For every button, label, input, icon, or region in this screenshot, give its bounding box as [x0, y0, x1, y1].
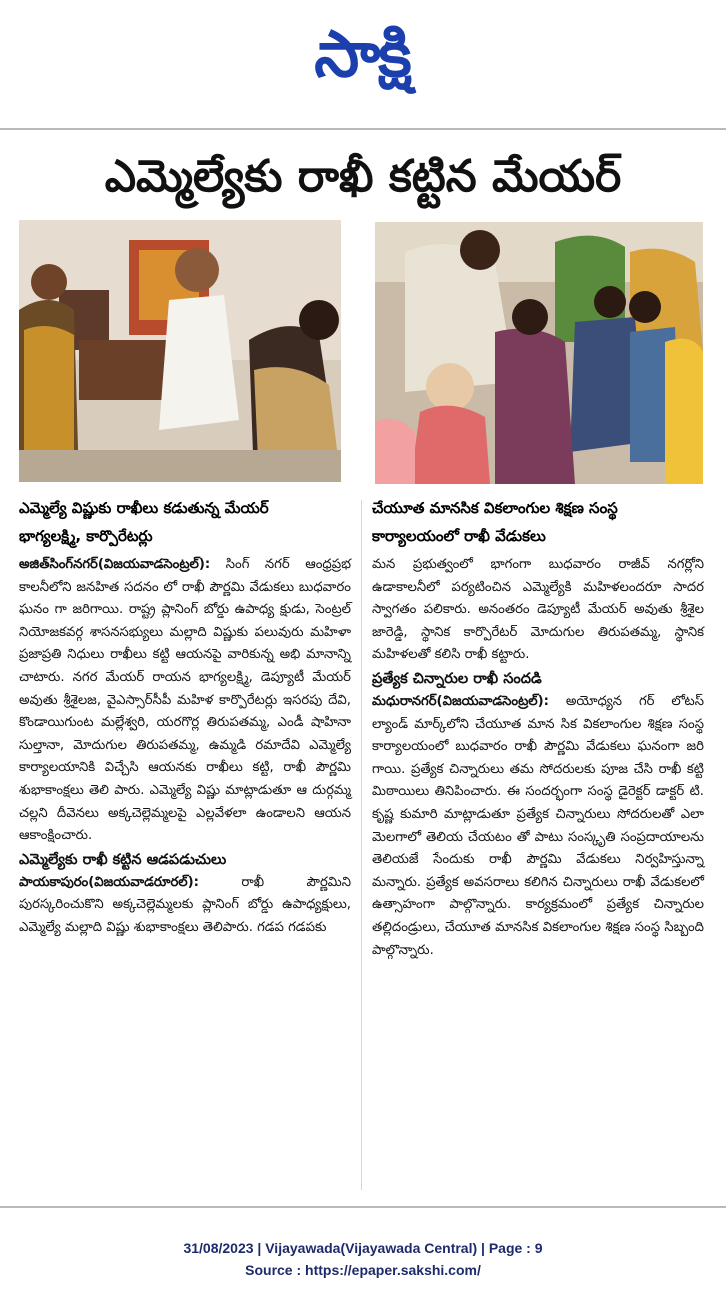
photo-mla-rakhi-image [19, 220, 341, 482]
story3-dateline: మధురానగర్‌(విజయవాడసెంట్రల్‌): [372, 693, 549, 709]
caption-line: భాగ్యలక్ష్మి, కార్పొరేటర్లు [19, 527, 153, 545]
masthead-rule [0, 128, 726, 130]
story1-body: సింగ్‌ నగర్‌ ఆంధ్రప్రభ కాలనీలోని జనహిత సదనం లో రాఖీ పౌర్ణమి వేడుకలు బుధవారం ఘనం గా జరిగాయి. రాష్ట్ర ప్లానింగ్‌ బోర్డు ఉపాధ్య క్షుడు, సెంట్రల్‌ నియోజకవర్గ శాసనసభ్యులు మల్లాది విష్ణుకు పలువురు మహిళా ప్రజాప్రతి నిధులు రాఖీలు కట్టి ఆయనపై వారికున్న అభి మానాన్ని చాటారు. నగర మేయర్‌ రాయన భాగ్యలక్ష్మి, డెప్యూటీ మేయర్‌ అవుతు శ్రీశైలజ, వైఎస్సార్‌సీపీ మహిళ కార్పొరేటర్లు ఇసరపు దేవి, కొండాయిగుంట మల్లేశ్వరి, యరగొర్ల తిరుపతమ్మ, ఎండీ షాహినా సుల్తానా, మోదుగుల తిరుపతమ్మ, ఉమ్మడి రమాదేవి ఎమ్మెల్యే కార్యాలయానికి విచ్చేసి ఆయనకు రాఖీలు కట్టి, రాఖీ పౌర్ణమి శుభాకాంక్షలు తెలి పారు. ఎమ్మెల్యే విష్ణు మాట్లాడుతూ ఆ దుర్గమ్మ చల్లని దీవెనలు అక్కచెల్లెమ్మలపై ఎల్లవేళలా ఉండాలని ఆయన ఆకాంక్షించారు. [19, 557, 351, 844]
story1-paragraph [19, 554, 351, 848]
footer-source: Source : https://epaper.sakshi.com/ [245, 1262, 481, 1278]
story3-heading: ప్రత్యేక చిన్నారుల రాఖీ సందడి [372, 670, 542, 687]
footer-rule [0, 1206, 726, 1208]
story2-continued: మన ప్రభుత్వంలో భాగంగా బుధవారం రాజీవ్‌ నగర్లోని ఉడాకాలనీలో పర్యటించిన ఎమ్మెల్యేకి మహిళలందరూ సాదర స్వాగతం పలికారు. అనంతరం డెప్యూటీ మేయర్‌ అవుతు శ్రీశైల జారెడ్డి, స్థానిక కార్పొరేటర్‌ మోదుగుల తిరుపతమ్మ, స్థానిక మహిళలతో కలిసి రాఖీ కట్టారు. [372, 557, 704, 663]
sakshi-logo: సాక్షి [314, 18, 410, 92]
photo-caption-left [19, 494, 354, 550]
caption-line: కార్యాలయంలో రాఖీ వేడుకలు [372, 527, 546, 545]
right-column [372, 554, 704, 962]
photo-mla-rakhi [19, 220, 341, 482]
story2-heading: ఎమ్మెల్యేకు రాఖీ కట్టిన ఆడపడుచులు [19, 851, 227, 868]
story2-dateline: పాయకాపురం(విజయవాడరూరల్‌): [19, 874, 199, 890]
story2-body: రాఖీ పౌర్ణమిని పురస్కరించుకొని అక్కచెల్లెమ్మలకు ప్లానింగ్‌ బోర్డు ఉపాధ్యక్షులు, ఎమ్మెల్యే మల్లాది విష్ణు శుభాకాంక్షలు తెలిపారు. గడప గడపకు [19, 874, 351, 935]
column-divider [361, 500, 362, 1190]
footer-date-edition: 31/08/2023 | Vijayawada(Vijayawada Central) | Page : 9 [183, 1240, 543, 1256]
left-column [19, 554, 351, 940]
story2-paragraph [19, 872, 351, 940]
caption-line: చేయూత మానసిక వికలాంగుల శిక్షణ సంస్థ [372, 499, 618, 517]
photo-caption-right [372, 494, 704, 550]
story3-paragraph [372, 691, 704, 962]
story1-dateline: అజిత్‌సింగ్‌నగర్‌(విజయవాడసెంట్రల్‌): [19, 557, 211, 572]
photo-special-children [375, 222, 703, 484]
photo-special-children-image [375, 222, 703, 484]
masthead [0, 0, 726, 130]
caption-line: ఎమ్మెల్యే విష్ణుకు రాఖీలు కడుతున్న మేయర్ [19, 499, 269, 517]
article-headline: ఎమ్మెల్యేకు రాఖీ కట్టిన మేయర్ [104, 151, 622, 202]
story3-body: అయోధ్యన గర్‌ లోటస్‌ ల్యాండ్‌ మార్క్‌లోని చేయూత మాన సిక వికలాంగుల శిక్షణ సంస్థ కార్యాలయంలో బుధవారం రాఖీ పౌర్ణమి వేడుకలు ఘనంగా జరి గాయి. ప్రత్యేక చిన్నారులు తమ సోదరులకు పూజ చేసి రాఖీ కట్టి మిఠాయిలు తినిపించారు. ఈ సందర్భంగా సంస్థ డైరెక్టర్‌ డాక్టర్‌ టి. కృష్ణ కుమారి మాట్లాడుతూ ప్రత్యేక చిన్నారులు సోదరులతో ఎలా మెలగాలో తెలియ చేయటం తో పాటు సంస్కృతి సంప్రదాయాలను తెలియజే సేందుకు రాఖీ పౌర్ణమి వేడుకలు నిర్వహిస్తున్నా మన్నారు. ప్రత్యేక అవసరాలు కలిగిన చిన్నారులు రాఖీ వేడుకలలో ఉత్సాహంగా పాల్గొన్నారు. కార్యక్రమంలో ప్రత్యేక చిన్నారుల తల్లిదండ్రులు, చేయూత మానసిక వికలాంగుల శిక్షణ సంస్థ సిబ్బంది పాల్గొన్నారు. [372, 693, 704, 958]
